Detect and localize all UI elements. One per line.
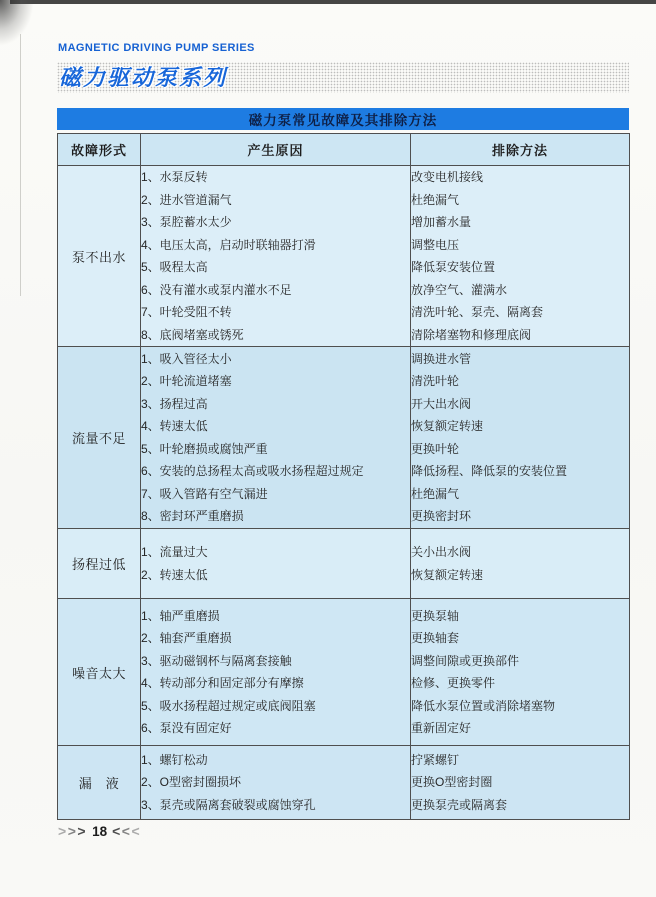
remedy-item: 放净空气、灌满水 [411,282,508,297]
left-chevrons: >>> [58,823,88,839]
section-banner-title: 磁力泵常见故障及其排除方法 [248,113,438,128]
remedy-item: 降低水泵位置或消除堵塞物 [411,698,556,713]
cause-item: 1、螺钉松动 [141,752,208,767]
remedy-item: 检修、更换零件 [411,676,496,690]
fault-type-cell: 流量不足 [58,347,141,529]
remedy-item: 杜绝漏气 [411,486,460,501]
remedy-item: 降低扬程、降低泵的安装位置 [411,464,568,478]
remedies-cell [411,599,630,746]
cause-item: 2、O型密封圈损坏 [141,775,242,790]
fault-type-cell: 漏 液 [58,746,141,820]
series-title-en: MAGNETIC DRIVING PUMP SERIES [58,42,255,54]
series-title-zh: 磁力驱动泵系列 [59,65,228,90]
remedy-item: 更换泵轴 [411,608,460,623]
cause-item: 4、电压太高，启动时联轴器打滑 [141,237,316,252]
remedy-item: 调整间隙或更换部件 [411,653,520,668]
remedy-item: 更换泵壳或隔离套 [411,797,508,812]
cause-item: 2、转速太低 [141,567,208,582]
remedy-item: 更换叶轮 [411,441,460,456]
causes-cell [141,746,411,820]
dotted-title-band [57,62,629,93]
remedy-item: 关小出水阀 [411,545,472,559]
cause-item: 2、轴套严重磨损 [141,631,232,645]
table-row [58,347,630,529]
causes-cell [141,599,411,746]
remedies-cell [411,529,630,599]
fault-type-cell: 噪音太大 [58,599,141,746]
cause-item: 7、吸入管路有空气漏进 [141,486,268,501]
cause-item: 7、叶轮受阻不转 [141,305,232,319]
cause-item: 8、密封环严重磨损 [141,509,244,523]
remedies-cell [411,746,630,820]
remedies-cell [411,166,630,347]
column-header-fault-type: 故障形式 [58,134,141,166]
fault-type-cell: 扬程过低 [58,529,141,599]
remedy-item: 降低泵安装位置 [411,260,496,274]
cause-item: 6、泵没有固定好 [141,721,232,735]
causes-cell [141,347,411,529]
cause-item: 5、吸程太高 [141,260,208,274]
remedy-item: 恢复额定转速 [411,567,484,582]
remedies-cell [411,347,630,529]
table-row [58,599,630,746]
remedy-item: 改变电机接线 [411,170,484,184]
remedy-item: 拧紧螺钉 [411,752,460,767]
table-header-row [58,134,630,166]
table-row [58,529,630,599]
cause-item: 2、叶轮流道堵塞 [141,374,232,388]
cause-item: 1、吸入管径太小 [141,351,232,366]
remedy-item: 清洗叶轮 [411,374,460,388]
cause-item: 4、转速太低 [141,419,208,433]
scan-corner-smudge [0,0,34,46]
cause-item: 6、没有灌水或泵内灌水不足 [141,282,292,297]
section-banner [57,108,629,130]
cause-item: 4、转动部分和固定部分有摩擦 [141,676,304,690]
page-number: 18 [92,823,108,839]
cause-item: 1、水泵反转 [141,170,208,184]
remedy-item: 调换进水管 [411,351,472,366]
causes-cell [141,529,411,599]
fault-type-cell: 泵不出水 [58,166,141,347]
cause-item: 1、轴严重磨损 [141,608,220,623]
remedy-item: 开大出水阀 [411,396,472,411]
remedy-item: 清洗叶轮、泵壳、隔离套 [411,305,544,319]
remedy-item: 重新固定好 [411,721,472,735]
cause-item: 3、泵腔蓄水太少 [141,215,232,229]
cause-item: 3、泵壳或隔离套破裂或腐蚀穿孔 [141,797,316,812]
page-footer [58,822,141,840]
column-header-cause: 产生原因 [141,134,411,166]
cause-item: 1、流量过大 [141,545,208,559]
right-chevrons: <<< [112,823,142,839]
table-row [58,746,630,820]
remedy-item: 杜绝漏气 [411,192,460,207]
column-header-remedy: 排除方法 [411,134,630,166]
scan-fold-line [20,34,21,296]
causes-cell [141,166,411,347]
cause-item: 2、进水管道漏气 [141,192,232,207]
remedy-item: 清除堵塞物和修理底阀 [411,327,532,342]
cause-item: 6、安装的总扬程太高或吸水扬程超过规定 [141,464,364,478]
cause-item: 8、底阀堵塞或锈死 [141,327,244,342]
remedy-item: 更换密封环 [411,509,472,523]
cause-item: 3、驱动磁钢杯与隔离套接触 [141,653,292,668]
fault-table [57,133,630,820]
fault-table-body [58,166,630,820]
remedy-item: 更换O型密封圈 [411,775,493,790]
cause-item: 3、扬程过高 [141,396,208,411]
table-row [58,166,630,347]
cause-item: 5、吸水扬程超过规定或底阀阻塞 [141,698,316,713]
remedy-item: 恢复额定转速 [411,419,484,433]
remedy-item: 更换轴套 [411,631,460,645]
cause-item: 5、叶轮磨损或腐蚀严重 [141,441,268,456]
scan-top-edge [10,0,656,4]
remedy-item: 增加蓄水量 [411,215,472,229]
remedy-item: 调整电压 [411,237,460,252]
